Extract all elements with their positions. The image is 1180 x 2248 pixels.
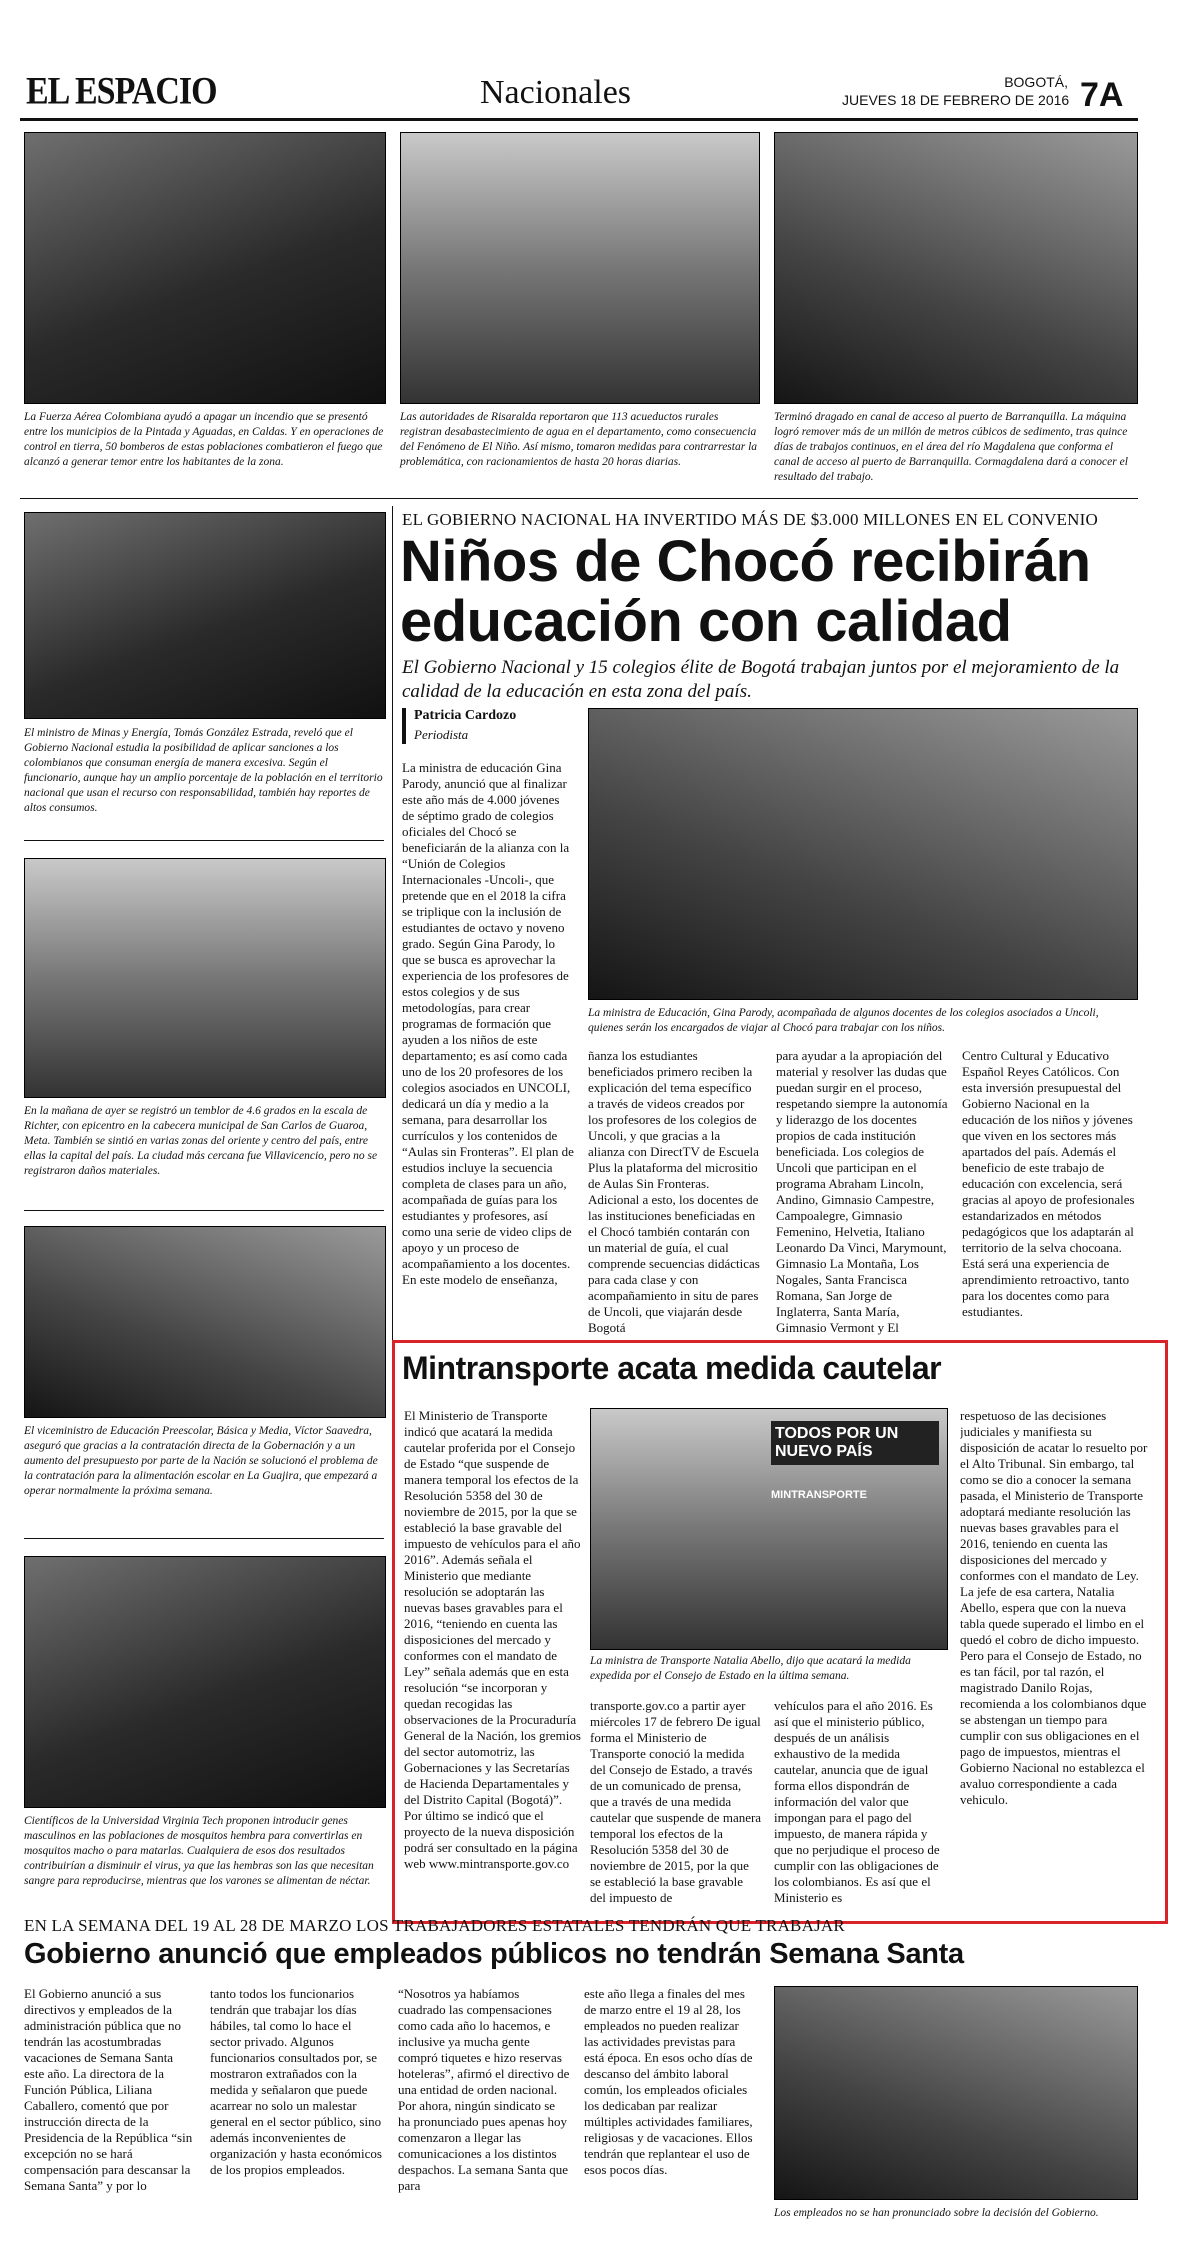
photo-caption: Las autoridades de Risaralda reportaron que 113 acueductos rurales registran desabastecimiento de agua en el departamento, como consecuencia del Fenómeno de El Niño. Así mismo, tomaron medidas para contrarrestar la problemática, con racionamientos de hasta 20 horas diarias. — [400, 411, 758, 468]
boxed-story-column-2: transporte.gov.co a partir ayer miércoles 17 de febrero De igual forma el Ministerio de Transporte conoció la medida del Consejo de Estado, a través de un comunicado de prensa, que a través de una medida cautelar que suspende de manera temporal los efectos de la Resolución 5358 del 30 de noviembre de 2015, por la que se estableció la base gravable del impuesto de — [590, 1698, 762, 1904]
story-author-role: Periodista — [414, 727, 469, 742]
seismograph-photo — [24, 858, 386, 1098]
boxed-story-column-3: vehículos para el año 2016. Es así que el ministerio público, después de un análisis exhaustivo de la medida cautelar, anuncia que de igual forma ellos dispondrán de información del valor que impongan para el pago del impuesto, de manera rápida y que no perjudique el proceso de cumplir con las obligaciones de los colombianos. Es así que el Ministerio es — [774, 1698, 940, 1904]
story-author: Patricia Cardozo — [414, 708, 517, 723]
dredging-machine-photo — [774, 132, 1138, 404]
bottom-story-kicker: EN LA SEMANA DEL 19 AL 28 DE MARZO LOS TRABAJADORES ESTATALES TENDRÁN QUE TRABAJAR — [24, 1916, 845, 1935]
office-workers-photo — [774, 1986, 1138, 2200]
photo-caption: En la mañana de ayer se registró un temblor de 4.6 grados en la escala de Richter, con epicentro en la cabecera municipal de San Carlos de Guaroa, Meta. También se sintió en varias zonas del oriente y centro del país, entre ellas la capital del país. La ciudad más cercana fue Villavicencio, pero no se registraron daños materiales. — [24, 1105, 378, 1177]
zika-vial-photo — [24, 1556, 386, 1808]
bottom-story-column-3: “Nosotros ya habíamos cuadrado las compensaciones como cada año lo hacemos, e inclusive ya mucha gente compró tiquetes e hizo reservas hoteleras”, afirmó el directivo de una entidad de orden nacional. Por ahora, ningún sindicato se ha pronunciado pues apenas hoy comenzaron a llegar las comunicaciones a los distintos despachos. La semana Santa que para — [398, 1986, 570, 2193]
story-column-4: Centro Cultural y Educativo Español Reyes Católicos. Con esta inversión presupuestal del Gobierno Nacional en la educación de los niños y jóvenes que viven en los sectores más apartados del país. Además el beneficio de este trabajo de educación con excelencia, será gracias al apoyo de profesionales estandarizados en métodos pedagógicos que los adaptarán al territorio de la selva chocoana. Está será una experiencia de aprendimiento retroactivo, tanto para los docentes como para estudiantes. — [962, 1048, 1135, 1319]
masthead-rule — [20, 118, 1138, 121]
newspaper-logo: EL ESPACIO — [26, 70, 217, 113]
bottom-story-column-1: El Gobierno anunció a sus directivos y empleados de la administración pública que no tendrán las acostumbradas vacaciones de Semana Santa este año. La directora de la Función Pública, Liliana Caballero, comentó que por instrucción directa de la Presidencia de la República “sin excepción no se hará compensación para descansar la Semana Santa” y por lo — [24, 1986, 193, 2193]
photo-caption: La ministra de Transporte Natalia Abello, dijo que acatará la medida expedida por el Consejo de Estado en la última semana. — [590, 1655, 911, 1682]
bottom-story-headline: Gobierno anunció que empleados públicos no tendrán Semana Santa — [24, 1938, 964, 1970]
page-number: 7A — [1080, 76, 1124, 114]
story-column-2: ñanza los estudiantes beneficiados primero reciben la explicación del tema específico a través de videos creados por los profesores de los colegios de Uncoli, y que gracias a la alianza con DirectTV de Escuela Plus la plataforma del micrositio de Aulas Sin Fronteras. Adicional a esto, los docentes de las instituciones beneficiadas en el Chocó también contarán con un material de guía, el cual comprende secuencias didácticas para cada clase y con acompañamiento in situ de pares de Uncoli, que viajarán desde Bogotá — [588, 1048, 760, 1335]
photo-caption: El ministro de Minas y Energía, Tomás González Estrada, reveló que el Gobierno Nacional estudia la posibilidad de aplicar sanciones a los colombianos que consuman energía de manera excesiva. Según el funcionario, aunque hay un amplio porcentaje de la población en el territorio nacional que usan el recurso con responsabilidad, también hay reportes de altos consumos. — [24, 727, 383, 814]
bottom-story-column-2: tanto todos los funcionarios tendrán que trabajar los días hábiles, tal como lo hace el sector privado. Algunos funcionarios consultados por, se mostraron extrañados con la medida y señalaron que puede acarrear no solo un malestar general en el sector público, sino además inconvenientes de organización y hasta económicos de los propios empleados. — [210, 1986, 382, 2177]
photo-caption: Científicos de la Universidad Virginia Tech proponen introducir genes masculinos en las poblaciones de mosquitos hembra para convertirlas en mosquitos macho o para matarlas. Cualquiera de esos dos resultados contribuirían a disminuir el virus, ya que las hembras son las que necesitan sangre para reproducirse, mientras que los varones se alimentan de néctar. — [24, 1815, 374, 1887]
photo-caption: La Fuerza Aérea Colombiana ayudó a apagar un incendio que se presentó entre los municipios de la Pintada y Aguadas, en Caldas. Y en operaciones de control en tierra, 50 bomberos de estas poblaciones combatieron el fuego que alcanzó a generar temor entre los habitantes de la zona. — [24, 411, 384, 468]
photo-caption: El viceministro de Educación Preescolar, Básica y Media, Víctor Saavedra, aseguró que gracias a la contratación directa de la Gobernación y a un aumento del presupuesto por parte de la Nación se solucionó el problema de la contratación para la alimentación escolar en La Guajira, que empezará a operar normalmente la próxima semana. — [24, 1425, 378, 1497]
city-label: BOGOTÁ, — [1004, 74, 1068, 90]
section-divider — [20, 498, 1138, 499]
date-label: JUEVES 18 DE FEBRERO DE 2016 — [842, 92, 1070, 108]
photo-caption: Terminó dragado en canal de acceso al puerto de Barranquilla. La máquina logró remover más de un millón de metros cúbicos de sedimento, tras quince días de trabajos continuos, en el área del río Magdalena que conforma el canal de acceso al puerto de Barranquilla. Cormagdalena dará a conocer el resultado del trabajo. — [774, 411, 1128, 483]
ministry-group-photo — [588, 708, 1138, 1000]
byline-bar — [402, 708, 406, 744]
boxed-story-column-1: El Ministerio de Transporte indicó que acatará la medida cautelar proferida por el Consejo de Estado “que suspende de manera temporal los efectos de la Resolución 5358 del 30 de noviembre de 2015, por la que se estableció la base gravable del impuesto de vehículos para el año 2016”. Además señala el Ministerio que mediante resolución se adoptarán las nuevas bases gravables para el 2016, “teniendo en cuenta las disposiciones del mercado y conformes con el mandato de Ley” señala además que en esta resolución “se incorporan y quedan recogidas las observaciones de la Procuraduría General de la Nación, los gremios del sector automotriz, las Gobernaciones y las Secretarías de Hacienda Departamentales y del Distrito Capital (Bogotá)”. Por último se indicó que el proyecto de la nueva disposición podrá ser consultado en la página web www.mintransporte.gov.co — [404, 1408, 581, 1871]
ministry-sign-text: MINTRANSPORTE — [771, 1489, 867, 1501]
section-title: Nacionales — [480, 74, 632, 111]
story-column-3: para ayudar a la apropiación del material y resolver las dudas que puedan surgir en el proceso, respetando siempre la autonomía y liderazgo de los docentes propios de cada institución beneficiada. Los colegios de Uncoli que participan en el programa Abraham Lincoln, Andino, Gimnasio Campestre, Campoalegre, Gimnasio Femenino, Helvetia, Italiano Leonardo Da Vinci, Marymount, Gimnasio La Montaña, Los Nogales, Santa Francisca Romana, San Jorge de Inglaterra, Santa María, Gimnasio Vermont y El — [776, 1048, 948, 1335]
column-divider — [24, 1538, 384, 1539]
story-kicker: EL GOBIERNO NACIONAL HA INVERTIDO MÁS DE $3.000 MILLONES EN EL CONVENIO — [402, 510, 1098, 529]
column-divider — [24, 840, 384, 841]
minister-press-photo — [590, 1408, 948, 1650]
column-divider — [24, 1210, 384, 1211]
school-food-photo — [24, 1226, 386, 1418]
power-towers-photo — [24, 512, 386, 719]
campaign-sign-text: TODOS POR UN NUEVO PAÍS — [771, 1421, 939, 1465]
photo-caption: La ministra de Educación, Gina Parody, acompañada de algunos docentes de los colegios asociados a Uncoli, quienes serán los encargados de viajar al Chocó para trabajar con los niños. — [588, 1007, 1099, 1034]
bottom-story-column-4: este año llega a finales del mes de marzo entre el 19 al 28, los empleados no pueden realizar las actividades previstas para está época. En esos ocho días de descanso del ámbito laboral común, los empleados oficiales los dedicaban par realizar múltiples actividades familiares, religiosas y de vacaciones. Ellos tendrán que replantear el uso de esos pocos días. — [584, 1986, 753, 2177]
dry-reservoir-photo — [400, 132, 760, 404]
story-deck: El Gobierno Nacional y 15 colegios élite de Bogotá trabajan juntos por el mejoramiento de la calidad de la educación en esta zona del país. — [402, 657, 1120, 702]
story-column-1: La ministra de educación Gina Parody, anunció que al finalizar este año más de 4.000 jóvenes de séptimo grado de colegios oficiales del Chocó se beneficiarán de la alianza con la “Unión de Colegios Internacionales -Uncoli-, que pretende que en el 2018 la cifra se triplique con la inclusión de estudiantes de octavo y noveno grado. Según Gina Parody, lo que se busca es aprovechar la experiencia de los profesores de estos colegios y de sus metodologías, para crear programas de formación que ayuden a los niños de este departamento; es así como cada uno de los 20 profesores de los colegios asociados en UNCOLI, dedicará un día y medio a la semana, para desarrollar los currículos y los contenidos de “Aulas sin Fronteras”. El plan de estudios incluye la secuencia completa de clases para un año, acompañada de guías para los estudiantes y profesores, así como una serie de video clips de apoyo y un proceso de acompañamiento a los docentes. En este modelo de enseñanza, — [402, 760, 574, 1287]
boxed-story-column-4: respetuoso de las decisiones judiciales y manifiesta su disposición de acatar lo resuelto por el Alto Tribunal. Sin embargo, tal como se dio a conocer la semana pasada, el Ministerio de Transporte adoptará mediante resolución las nuevas bases gravables para el 2016, teniendo en cuenta las disposiciones del mercado y conformes con el mandato de Ley. La jefe de esa cartera, Natalia Abello, espera que con la nueva tabla quede superado el limbo en el quedó el cobro de dicho impuesto. Pero para el Consejo de Estado, no es tan fácil, por tal razón, el magistrado Danilo Rojas, recomienda a los colombianos dque se abstengan un tiempo para cumplir con sus obligaciones en el pago de impuestos, mientras el Gobierno Nacional no establezca el avaluo correspondiente a cada vehiculo. — [960, 1408, 1148, 1807]
photo-caption: Los empleados no se han pronunciado sobre la decisión del Gobierno. — [774, 2207, 1099, 2219]
wildfire-helicopter-photo — [24, 132, 386, 404]
story-headline: Niños de Chocó recibirán educación con calidad — [400, 529, 1091, 654]
boxed-story-headline: Mintransporte acata medida cautelar — [402, 1350, 942, 1386]
